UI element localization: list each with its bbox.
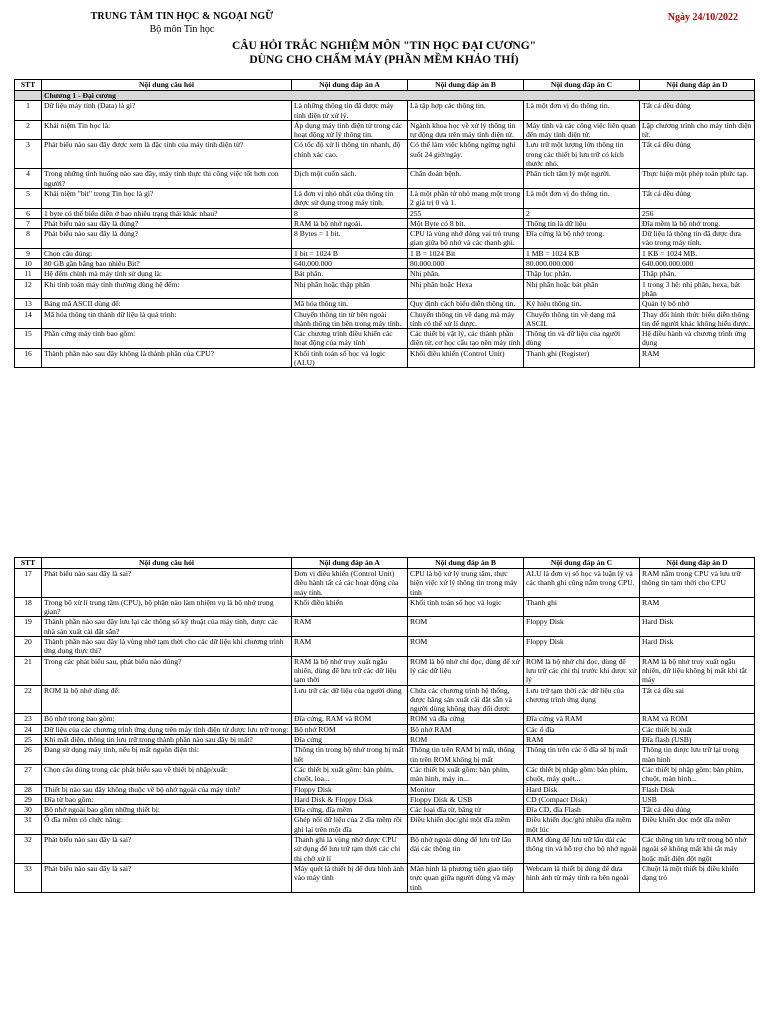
answer-d: 256	[640, 208, 755, 218]
answer-c: Thập lục phân.	[524, 269, 640, 279]
answer-d: 1 KB = 1024 MB.	[640, 248, 755, 258]
answer-c: Thông tin là dữ liệu	[524, 218, 640, 228]
question-text: Phát biểu nào sau đây được xem là đặc tính của máy tính điện tử?	[42, 140, 292, 169]
question-number: 20	[15, 637, 42, 657]
answer-c: 2	[524, 208, 640, 218]
question-table-2	[14, 557, 755, 893]
question-text: Bộ nhớ ngoài bao gồm những thiết bị:	[42, 805, 292, 815]
answer-a: Bát phân.	[292, 269, 408, 279]
answer-b: 80.000.000	[408, 259, 524, 269]
answer-b: Là tập hợp các thông tin.	[408, 101, 524, 121]
answer-d: Hệ điều hành và chương trình ứng dụng	[640, 329, 755, 349]
answer-b: Khối điều khiển (Control Unit)	[408, 348, 524, 368]
question-text: Thành phần nào sau đây lưu lại các thông số kỹ thuật của máy tính, được các nhà sản xuất cài đặt sẵn?	[42, 617, 292, 637]
answer-d: Hard Disk	[640, 637, 755, 657]
table-row	[15, 815, 755, 835]
answer-d: Flash Disk	[640, 784, 755, 794]
table-row	[15, 724, 755, 734]
question-text: Đang sử dụng máy tính, nếu bị mất nguồn điện thì:	[42, 745, 292, 765]
chapter-title: Chương 1 - Đại cương	[42, 91, 755, 101]
title-line-1: CÂU HỎI TRẮC NGHIỆM MÔN "TIN HỌC ĐẠI CƯƠNG"	[231, 40, 537, 52]
table-row	[15, 745, 755, 765]
answer-c: 80.000.000.000	[524, 259, 640, 269]
answer-b: Thông tin trên RAM bị mất, thông tin trên ROM không bị mất	[408, 745, 524, 765]
table-row	[15, 279, 755, 299]
table-row	[15, 101, 755, 121]
answer-a: Máy quét là thiết bị để đưa hình ảnh vào máy tính	[292, 863, 408, 892]
answer-a: Thanh ghi là vùng nhớ được CPU sử dụng để lưu trữ tạm thời các chỉ thị chờ xử lí	[292, 835, 408, 864]
answer-b: Bộ nhớ RAM	[408, 724, 524, 734]
answer-a: Các chương trình điều khiển các hoạt động của máy tính	[292, 329, 408, 349]
question-number: 26	[15, 745, 42, 765]
question-text: Đĩa từ bao gồm:	[42, 794, 292, 804]
answer-c: Ký hiệu thông tin.	[524, 299, 640, 309]
answer-d: Tất cả đều đúng	[640, 101, 755, 121]
answer-a: RAM	[292, 617, 408, 637]
answer-b: Có thể làm việc không ngừng nghỉ suốt 24 giờ/ngày.	[408, 140, 524, 169]
answer-c: Lưu trữ một lượng lớn thông tin trong các thiết bị lưu trữ có kích thước nhỏ.	[524, 140, 640, 169]
answer-d: 640.000.000.000	[640, 259, 755, 269]
question-number: 27	[15, 764, 42, 784]
answer-a: Hard Disk & Floppy Disk	[292, 794, 408, 804]
column-header-answer-c: Nội dung đáp án C	[524, 80, 640, 91]
table-body-1	[15, 91, 755, 368]
answer-b: 1 B = 1024 Bit	[408, 248, 524, 258]
answer-b: Các loại đĩa từ, băng từ	[408, 805, 524, 815]
answer-d: Thập phân.	[640, 269, 755, 279]
answer-b: 255	[408, 208, 524, 218]
column-header-answer-a: Nội dung đáp án A	[292, 80, 408, 91]
table-row	[15, 714, 755, 724]
column-header-answer-d: Nội dung đáp án D	[640, 80, 755, 91]
answer-c: ROM là bộ nhớ chỉ đọc, dùng để lưu trữ các chỉ thị trước khi được xử lý	[524, 656, 640, 685]
answer-c: Thông tin và dữ liệu của người dùng	[524, 329, 640, 349]
answer-c: Nhị phân hoặc bát phân	[524, 279, 640, 299]
answer-a: Khối tính toán số học và logic (ALU)	[292, 348, 408, 368]
question-text: ROM là bộ nhớ dùng để:	[42, 685, 292, 714]
table-row	[15, 597, 755, 617]
answer-d: Tất cả đều sai	[640, 685, 755, 714]
question-number: 15	[15, 329, 42, 349]
table-body-2	[15, 569, 755, 893]
question-number: 29	[15, 794, 42, 804]
table-row	[15, 299, 755, 309]
question-text: Khi mất điện, thông tin lưu trữ trong thành phần nào sau đây bị mất?	[42, 735, 292, 745]
answer-c: Điều khiển đọc/ghi nhiều đĩa mềm một lúc	[524, 815, 640, 835]
question-text: Khái niệm Tin học là:	[42, 120, 292, 140]
table-row	[15, 617, 755, 637]
column-header-stt: STT	[15, 558, 42, 569]
column-header-stt: STT	[15, 80, 42, 91]
answer-c: Phân tích tâm lý một người.	[524, 169, 640, 189]
answer-a: 640.000.000	[292, 259, 408, 269]
answer-d: RAM	[640, 597, 755, 617]
answer-c: RAM dùng để lưu trữ lâu dài các thông tin và hỗ trợ cho bộ nhớ ngoài	[524, 835, 640, 864]
table-row	[15, 269, 755, 279]
question-number: 32	[15, 835, 42, 864]
answer-a: Ghép nối dữ liệu của 2 đĩa mềm rồi ghi lại trên một đĩa	[292, 815, 408, 835]
table-row	[15, 259, 755, 269]
table-row	[15, 329, 755, 349]
answer-c: RAM	[524, 735, 640, 745]
question-number: 3	[15, 140, 42, 169]
answer-b: ROM	[408, 735, 524, 745]
table-row	[15, 656, 755, 685]
column-header-answer-a: Nội dung đáp án A	[292, 558, 408, 569]
answer-d: Tất cả đều đúng	[640, 805, 755, 815]
table-row	[15, 863, 755, 892]
question-text: Bảng mã ASCII dùng để:	[42, 299, 292, 309]
answer-c: CD (Compact Disk)	[524, 794, 640, 804]
answer-a: Dịch một cuốn sách.	[292, 169, 408, 189]
answer-c: Đĩa CD, đĩa Flash	[524, 805, 640, 815]
answer-b: Monitor	[408, 784, 524, 794]
answer-a: Là những thông tin đã được máy tính điện tử xử lý.	[292, 101, 408, 121]
table-header-row	[15, 558, 755, 569]
question-number: 2	[15, 120, 42, 140]
question-number: 9	[15, 248, 42, 258]
answer-a: Đĩa cứng, đĩa mềm	[292, 805, 408, 815]
table-row	[15, 309, 755, 329]
question-text: Dữ liệu máy tính (Data) là gì?	[42, 101, 292, 121]
answer-d: Thông tin được lưu trữ lại trong màn hình	[640, 745, 755, 765]
title-line-2: DÙNG CHO CHẤM MÁY (PHẦN MỀM KHẢO THÍ)	[249, 54, 519, 66]
answer-b: Khối tính toán số học và logic	[408, 597, 524, 617]
question-text: Phát biểu nào sau đây là đúng?	[42, 218, 292, 228]
answer-c: Chuyển thông tin về dạng mã ASCII.	[524, 309, 640, 329]
question-text: Chọn câu đúng:	[42, 248, 292, 258]
answer-a: Đĩa cứng, RAM và ROM	[292, 714, 408, 724]
answer-d: Đĩa flash (USB)	[640, 735, 755, 745]
answer-a: Floppy Disk	[292, 784, 408, 794]
question-number: 31	[15, 815, 42, 835]
answer-c: ALU là đơn vị số học và luận lý và các thanh ghi cũng nằm trong CPU.	[524, 569, 640, 598]
column-header-answer-c: Nội dung đáp án C	[524, 558, 640, 569]
column-header-question: Nội dung câu hỏi	[42, 558, 292, 569]
answer-b: Floppy Disk & USB	[408, 794, 524, 804]
answer-a: Có tốc độ xử lí thông tin nhanh, độ chính xác cao.	[292, 140, 408, 169]
answer-a: Bộ nhớ ROM	[292, 724, 408, 734]
question-number: 28	[15, 784, 42, 794]
answer-a: Lưu trữ các dữ liệu của người dùng	[292, 685, 408, 714]
answer-b: Một Byte có 8 bit.	[408, 218, 524, 228]
question-text: Mã hóa thông tin thành dữ liệu là quá trình:	[42, 309, 292, 329]
table-row	[15, 348, 755, 368]
question-text: Thành phần nào sau đây không là thành phần của CPU?	[42, 348, 292, 368]
department-name: Bộ môn Tin học	[149, 24, 215, 35]
answer-c: Thanh ghi	[524, 597, 640, 617]
answer-a: 1 bit = 1024 B	[292, 248, 408, 258]
table-row	[15, 637, 755, 657]
question-number: 6	[15, 208, 42, 218]
question-number: 5	[15, 188, 42, 208]
table-row	[15, 784, 755, 794]
question-text: 80 GB gần bằng bao nhiêu Bit?	[42, 259, 292, 269]
answer-d: RAM và ROM	[640, 714, 755, 724]
answer-b: ROM là bộ nhớ chỉ đọc, dùng để xử lý các dữ liệu	[408, 656, 524, 685]
table-row	[15, 569, 755, 598]
question-text: Khái niệm "bit" trong Tin học là gì?	[42, 188, 292, 208]
table-row	[15, 229, 755, 249]
table-header-row	[15, 80, 755, 91]
question-number: 1	[15, 101, 42, 121]
answer-c: Thông tin trên các ổ đĩa sẽ bị mất	[524, 745, 640, 765]
answer-c: Webcam là thiết bị dùng để đưa hình ảnh từ máy tính ra bên ngoài	[524, 863, 640, 892]
answer-b: ROM và đĩa cứng	[408, 714, 524, 724]
question-number: 14	[15, 309, 42, 329]
column-header-answer-b: Nội dung đáp án B	[408, 80, 524, 91]
question-text: Hệ đếm chính mà máy tính sử dụng là:	[42, 269, 292, 279]
answer-a: 8	[292, 208, 408, 218]
answer-b: ROM	[408, 617, 524, 637]
answer-c: Thanh ghi (Register)	[524, 348, 640, 368]
answer-d: Thay đổi hình thức biểu diễn thông tin để người khác không hiểu được.	[640, 309, 755, 329]
table-row	[15, 248, 755, 258]
question-text: Bộ nhớ trong bao gồm:	[42, 714, 292, 724]
answer-b: Màn hình là phương tiện giao tiếp trực quan giữa người dùng và máy tính	[408, 863, 524, 892]
answer-b: Bộ nhớ ngoài dùng để lưu trữ lâu dài các thông tin	[408, 835, 524, 864]
question-text: Khi tính toán máy tính thường dùng hệ đếm:	[42, 279, 292, 299]
question-text: Thành phần nào sau đây là vùng nhớ tạm thời cho các dữ liệu khi chương trình ứng dụng thực thi?	[42, 637, 292, 657]
answer-b: Điều khiển đọc/ghi một đĩa mềm	[408, 815, 524, 835]
answer-b: Các thiết bị xuất gồm: bàn phím, màn hình, máy in...	[408, 764, 524, 784]
answer-d: Các thông tin lưu trữ trong bộ nhớ ngoài sẽ không mất khi tắt máy hoặc mất điện đột ngột	[640, 835, 755, 864]
organization-header	[62, 10, 302, 36]
answer-c: Các thiết bị nhập gồm: bàn phím, chuột, máy quét...	[524, 764, 640, 784]
answer-c: 1 MB = 1024 KB	[524, 248, 640, 258]
answer-b: CPU là bộ xử lý trung tâm, thực hiện việc xử lý thông tin trong máy tính	[408, 569, 524, 598]
answer-a: Thông tin trong bộ nhớ trong bị mất hết	[292, 745, 408, 765]
answer-d: Dữ liệu là thông tin đã được đưa vào trong máy tính.	[640, 229, 755, 249]
answer-c: Đĩa cứng là bộ nhớ trong.	[524, 229, 640, 249]
answer-d: Quản lý bộ nhớ	[640, 299, 755, 309]
question-text: Dữ liệu của các chương trình ứng dụng trên máy tính điện tử được lưu trữ trong:	[42, 724, 292, 734]
answer-c: Máy tính và các công việc liên quan đến máy tính điện tử.	[524, 120, 640, 140]
answer-a: Là đơn vị nhỏ nhất của thông tin được sử dụng trong máy tính.	[292, 188, 408, 208]
answer-b: Chứa các chương trình hệ thống, được hãng sản xuất cài đặt sẵn và người dùng không thay đổi được	[408, 685, 524, 714]
question-text: Phát biểu nào sau đây là sai?	[42, 863, 292, 892]
answer-d: Tất cả đều đúng	[640, 188, 755, 208]
question-table-1	[14, 79, 755, 368]
answer-c: Các ổ đĩa	[524, 724, 640, 734]
table-row	[15, 805, 755, 815]
question-text: 1 byte có thể biểu diễn ở bao nhiêu trạng thái khác nhau?	[42, 208, 292, 218]
answer-d: Lập chương trình cho máy tính điện tử.	[640, 120, 755, 140]
question-number: 25	[15, 735, 42, 745]
answer-c: Floppy Disk	[524, 637, 640, 657]
answer-c: Floppy Disk	[524, 617, 640, 637]
answer-a: Chuyển thông tin từ bên ngoài thành thông tin bên trong máy tính.	[292, 309, 408, 329]
answer-b: Ngành khoa học về xử lý thông tin tự động dựa trên máy tính điện tử.	[408, 120, 524, 140]
table-row	[15, 835, 755, 864]
question-number: 10	[15, 259, 42, 269]
question-number: 4	[15, 169, 42, 189]
question-number: 19	[15, 617, 42, 637]
answer-b: Các thiết bị vật lý, các thành phần điện tử, cơ học cấu tạo nên máy tính	[408, 329, 524, 349]
question-number: 12	[15, 279, 42, 299]
answer-b: CPU là vùng nhớ đóng vai trò trung gian giữa bộ nhớ và các thanh ghi.	[408, 229, 524, 249]
answer-b: Chẩn đoán bệnh.	[408, 169, 524, 189]
table-row	[15, 685, 755, 714]
answer-d: Tất cả đều đúng	[640, 140, 755, 169]
answer-d: RAM là bộ nhớ truy xuất ngẫu nhiên, dữ liệu không bị mất khi tắt máy	[640, 656, 755, 685]
question-text: Thiết bị nào sau đây không thuộc về bộ nhớ ngoài của máy tính?	[42, 784, 292, 794]
answer-b: Nhị phân hoặc Hexa	[408, 279, 524, 299]
column-header-answer-d: Nội dung đáp án D	[640, 558, 755, 569]
question-text: Trong bộ xử lí trung tâm (CPU), bộ phận nào làm nhiệm vụ là bộ nhớ trung gian?	[42, 597, 292, 617]
question-number: 16	[15, 348, 42, 368]
table-row	[15, 208, 755, 218]
answer-d: Các thiết bị xuất	[640, 724, 755, 734]
table-row	[15, 735, 755, 745]
answer-a: Đĩa cứng	[292, 735, 408, 745]
answer-b: ROM	[408, 637, 524, 657]
table-row	[15, 169, 755, 189]
question-text: Phát biểu nào sau đây là sai?	[42, 569, 292, 598]
answer-d: Điều khiển đọc một đĩa mềm	[640, 815, 755, 835]
answer-a: Mã hóa thông tin.	[292, 299, 408, 309]
table-row	[15, 188, 755, 208]
answer-b: Quy định cách biểu diễn thông tin.	[408, 299, 524, 309]
answer-a: Khối điều khiển	[292, 597, 408, 617]
answer-a: Đơn vị điều khiển (Control Unit) điều hành tất cả các hoạt động của máy tính.	[292, 569, 408, 598]
table-row	[15, 218, 755, 228]
organization-name: TRUNG TÂM TIN HỌC & NGOẠI NGỮ	[90, 11, 274, 22]
table-row	[15, 140, 755, 169]
question-number: 33	[15, 863, 42, 892]
chapter-row	[15, 91, 755, 101]
answer-c: Lưu trữ tạm thời các dữ liệu của chương trình ứng dụng	[524, 685, 640, 714]
answer-a: RAM là bộ nhớ ngoài.	[292, 218, 408, 228]
question-number: 23	[15, 714, 42, 724]
answer-c: Đĩa cứng và RAM	[524, 714, 640, 724]
question-number: 18	[15, 597, 42, 617]
answer-d: Đĩa mềm là bộ nhớ trong.	[640, 218, 755, 228]
question-text: Ổ đĩa mềm có chức năng:	[42, 815, 292, 835]
question-number: 13	[15, 299, 42, 309]
question-number: 30	[15, 805, 42, 815]
question-text: Chọn câu đúng trong các phát biểu sau về thiết bị nhập/xuất:	[42, 764, 292, 784]
answer-a: RAM là bộ nhớ truy xuất ngẫu nhiên, dùng để lưu trữ các dữ liệu tạm thời	[292, 656, 408, 685]
answer-a: Áp dụng máy tính điện tử trong các hoạt động xử lý thông tin.	[292, 120, 408, 140]
answer-d: Hard Disk	[640, 617, 755, 637]
column-header-question: Nội dung câu hỏi	[42, 80, 292, 91]
table-row	[15, 794, 755, 804]
answer-a: Các thiết bị xuất gồm: bàn phím, chuột, loa...	[292, 764, 408, 784]
answer-a: 8 Bytes = 1 bit.	[292, 229, 408, 249]
answer-a: RAM	[292, 637, 408, 657]
question-number: 7	[15, 218, 42, 228]
table-row	[15, 764, 755, 784]
answer-b: Chuyển thông tin về dạng mà máy tính có thể xử lí được.	[408, 309, 524, 329]
document-title	[0, 39, 768, 67]
question-text: Trong các phát biểu sau, phát biểu nào đúng?	[42, 656, 292, 685]
question-number: 21	[15, 656, 42, 685]
question-text: Phát biểu nào sau đây là sai?	[42, 835, 292, 864]
question-text: Phát biểu nào sau đây là đúng?	[42, 229, 292, 249]
question-number: 17	[15, 569, 42, 598]
answer-d: Thực hiện một phép toán phức tạp.	[640, 169, 755, 189]
answer-d: RAM	[640, 348, 755, 368]
table-row	[15, 120, 755, 140]
answer-d: USB	[640, 794, 755, 804]
document-date: Ngày 24/10/2022	[667, 12, 738, 23]
question-number: 11	[15, 269, 42, 279]
answer-c: Là một đơn vị đo thông tin.	[524, 101, 640, 121]
answer-c: Là một đơn vị đo thông tin.	[524, 188, 640, 208]
question-text: Trong những tình huống nào sau đây, máy tính thực thi công việc tốt hơn con người?	[42, 169, 292, 189]
answer-d: RAM nằm trong CPU và lưu trữ thông tin tạm thời cho CPU	[640, 569, 755, 598]
answer-d: Các thiết bị nhập gồm: bàn phím, chuột, màn hình...	[640, 764, 755, 784]
question-number: 22	[15, 685, 42, 714]
answer-d: Chuột là một thiết bị điều khiển dạng trỏ	[640, 863, 755, 892]
question-text: Phần cứng máy tính bao gồm:	[42, 329, 292, 349]
answer-d: 1 trong 3 hệ: nhị phân, hexa, bát phân	[640, 279, 755, 299]
question-number: 24	[15, 724, 42, 734]
answer-b: Là một phần tử nhỏ mang một trong 2 giá trị 0 và 1.	[408, 188, 524, 208]
column-header-answer-b: Nội dung đáp án B	[408, 558, 524, 569]
answer-c: Hard Disk	[524, 784, 640, 794]
chapter-stt-cell	[15, 91, 42, 101]
question-number: 8	[15, 229, 42, 249]
answer-a: Nhị phân hoặc thập phân	[292, 279, 408, 299]
answer-b: Nhị phân.	[408, 269, 524, 279]
